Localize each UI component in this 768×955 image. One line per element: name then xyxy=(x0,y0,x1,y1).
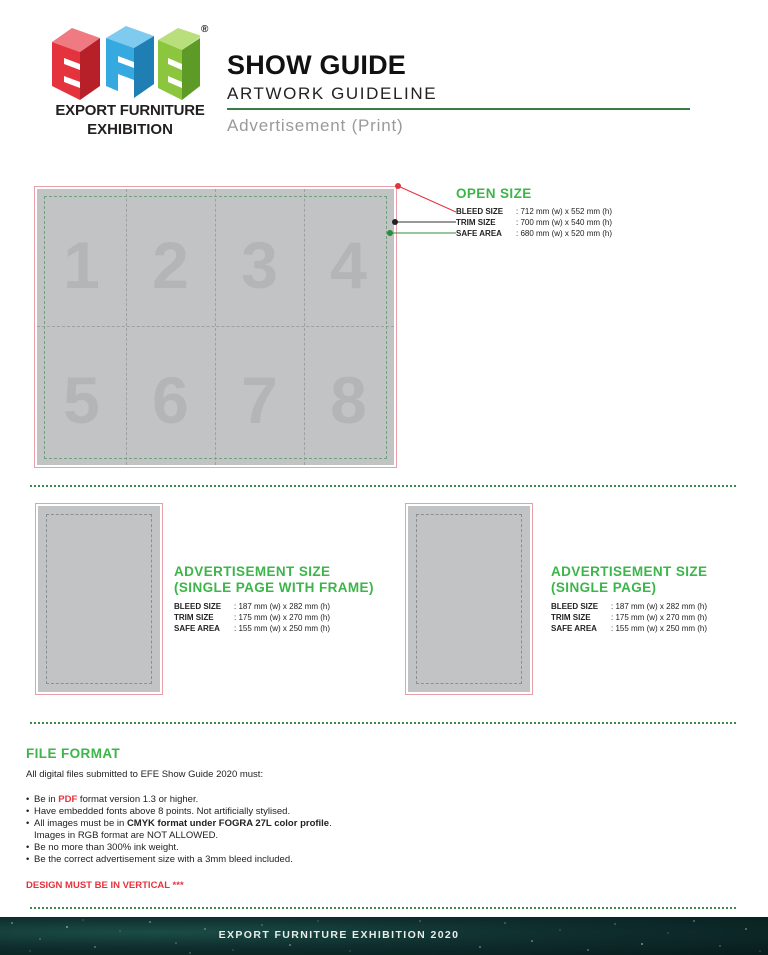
file-format-heading: FILE FORMAT xyxy=(26,746,121,761)
ad-single-specs xyxy=(551,601,707,634)
list-item: • Be the correct advertisement size with a 3mm bleed included. xyxy=(26,854,332,866)
spec-value: : 175 mm (w) x 270 mm (h) xyxy=(611,613,708,622)
open-size-heading: OPEN SIZE xyxy=(456,186,532,201)
spec-label: TRIM SIZE xyxy=(456,218,496,227)
safe-marker-dot xyxy=(387,230,393,236)
page-number: 5 xyxy=(63,363,100,437)
vertical-design-warning: DESIGN MUST BE IN VERTICAL *** xyxy=(26,880,184,891)
section-title: Advertisement (Print) xyxy=(227,116,404,135)
page-title: SHOW GUIDE xyxy=(227,50,407,80)
spec-label: BLEED SIZE xyxy=(456,207,504,216)
spec-value: : 155 mm (w) x 250 mm (h) xyxy=(234,624,331,633)
spec-value: : 187 mm (w) x 282 mm (h) xyxy=(611,602,708,611)
page-number: 8 xyxy=(330,363,367,437)
logo-text-line1: EXPORT FURNITURE xyxy=(55,102,205,119)
list-item xyxy=(26,794,332,806)
spec-value: : 700 mm (w) x 540 mm (h) xyxy=(516,218,613,227)
open-size-specs xyxy=(456,206,612,239)
page-number: 2 xyxy=(152,228,189,302)
logo-text-line2: EXHIBITION xyxy=(87,121,173,138)
ad-frame-specs xyxy=(174,601,330,634)
spec-value: : 155 mm (w) x 250 mm (h) xyxy=(611,624,708,633)
spec-label: SAFE AREA xyxy=(551,624,597,633)
spec-label: SAFE AREA xyxy=(456,229,502,238)
file-format-intro: All digital files submitted to EFE Show Guide 2020 must: xyxy=(26,769,264,780)
dotted-separator xyxy=(30,907,736,909)
list-item xyxy=(26,818,332,842)
spec-label: BLEED SIZE xyxy=(551,602,599,611)
list-item-text: format version 1.3 or higher. xyxy=(77,794,199,805)
ad-single-heading xyxy=(551,564,707,596)
efe-logo-mark xyxy=(50,24,200,102)
list-item-text: All images must be in xyxy=(34,818,127,829)
spec-value: : 680 mm (w) x 520 mm (h) xyxy=(516,229,613,238)
page-subtitle: ARTWORK GUIDELINE xyxy=(227,84,438,103)
dotted-separator xyxy=(30,722,736,724)
footer-banner xyxy=(0,917,768,955)
page-number: 4 xyxy=(330,228,367,302)
cmyk-highlight: CMYK format under FOGRA 27L color profile xyxy=(126,818,330,829)
spec-label: TRIM SIZE xyxy=(551,613,591,622)
list-item: • Have embedded fonts above 8 points. Not artificially stylised. xyxy=(26,806,332,818)
footer-text: EXPORT FURNITURE EXHIBITION 2020 xyxy=(218,929,460,941)
spec-label: TRIM SIZE xyxy=(174,613,214,622)
efe-logo xyxy=(50,24,215,139)
title-divider xyxy=(227,108,690,110)
dotted-separator xyxy=(30,485,736,487)
list-item-continuation: Images in RGB format are NOT ALLOWED. xyxy=(34,830,219,841)
bleed-marker-dot xyxy=(395,183,401,189)
page-number: 6 xyxy=(152,363,189,437)
ad-single-safe-area xyxy=(416,514,522,684)
ad-frame-safe-area xyxy=(46,514,152,684)
ad-frame-heading-line1: ADVERTISEMENT SIZE xyxy=(174,564,331,579)
ad-single-heading-line2: (SINGLE PAGE) xyxy=(551,580,657,595)
page-number: 3 xyxy=(241,228,278,302)
spec-value: : 175 mm (w) x 270 mm (h) xyxy=(234,613,331,622)
spec-value: : 712 mm (w) x 552 mm (h) xyxy=(516,207,613,216)
spec-label: SAFE AREA xyxy=(174,624,220,633)
list-item: • Be no more than 300% ink weight. xyxy=(26,842,332,854)
file-format-list xyxy=(26,794,332,866)
spec-value: : 187 mm (w) x 282 mm (h) xyxy=(234,602,331,611)
pdf-highlight: PDF xyxy=(58,794,78,805)
spec-label: BLEED SIZE xyxy=(174,602,222,611)
registered-mark: ® xyxy=(201,24,209,35)
page-number: 1 xyxy=(63,228,100,302)
page-number: 7 xyxy=(241,363,278,437)
ad-frame-heading xyxy=(174,564,374,596)
leader-lines xyxy=(380,180,460,240)
list-item-text: Be in xyxy=(34,794,59,805)
trim-marker-dot xyxy=(392,219,398,225)
ad-frame-heading-line2: (SINGLE PAGE WITH FRAME) xyxy=(174,580,374,595)
list-item-text: . xyxy=(329,818,332,829)
ad-single-heading-line1: ADVERTISEMENT SIZE xyxy=(551,564,708,579)
